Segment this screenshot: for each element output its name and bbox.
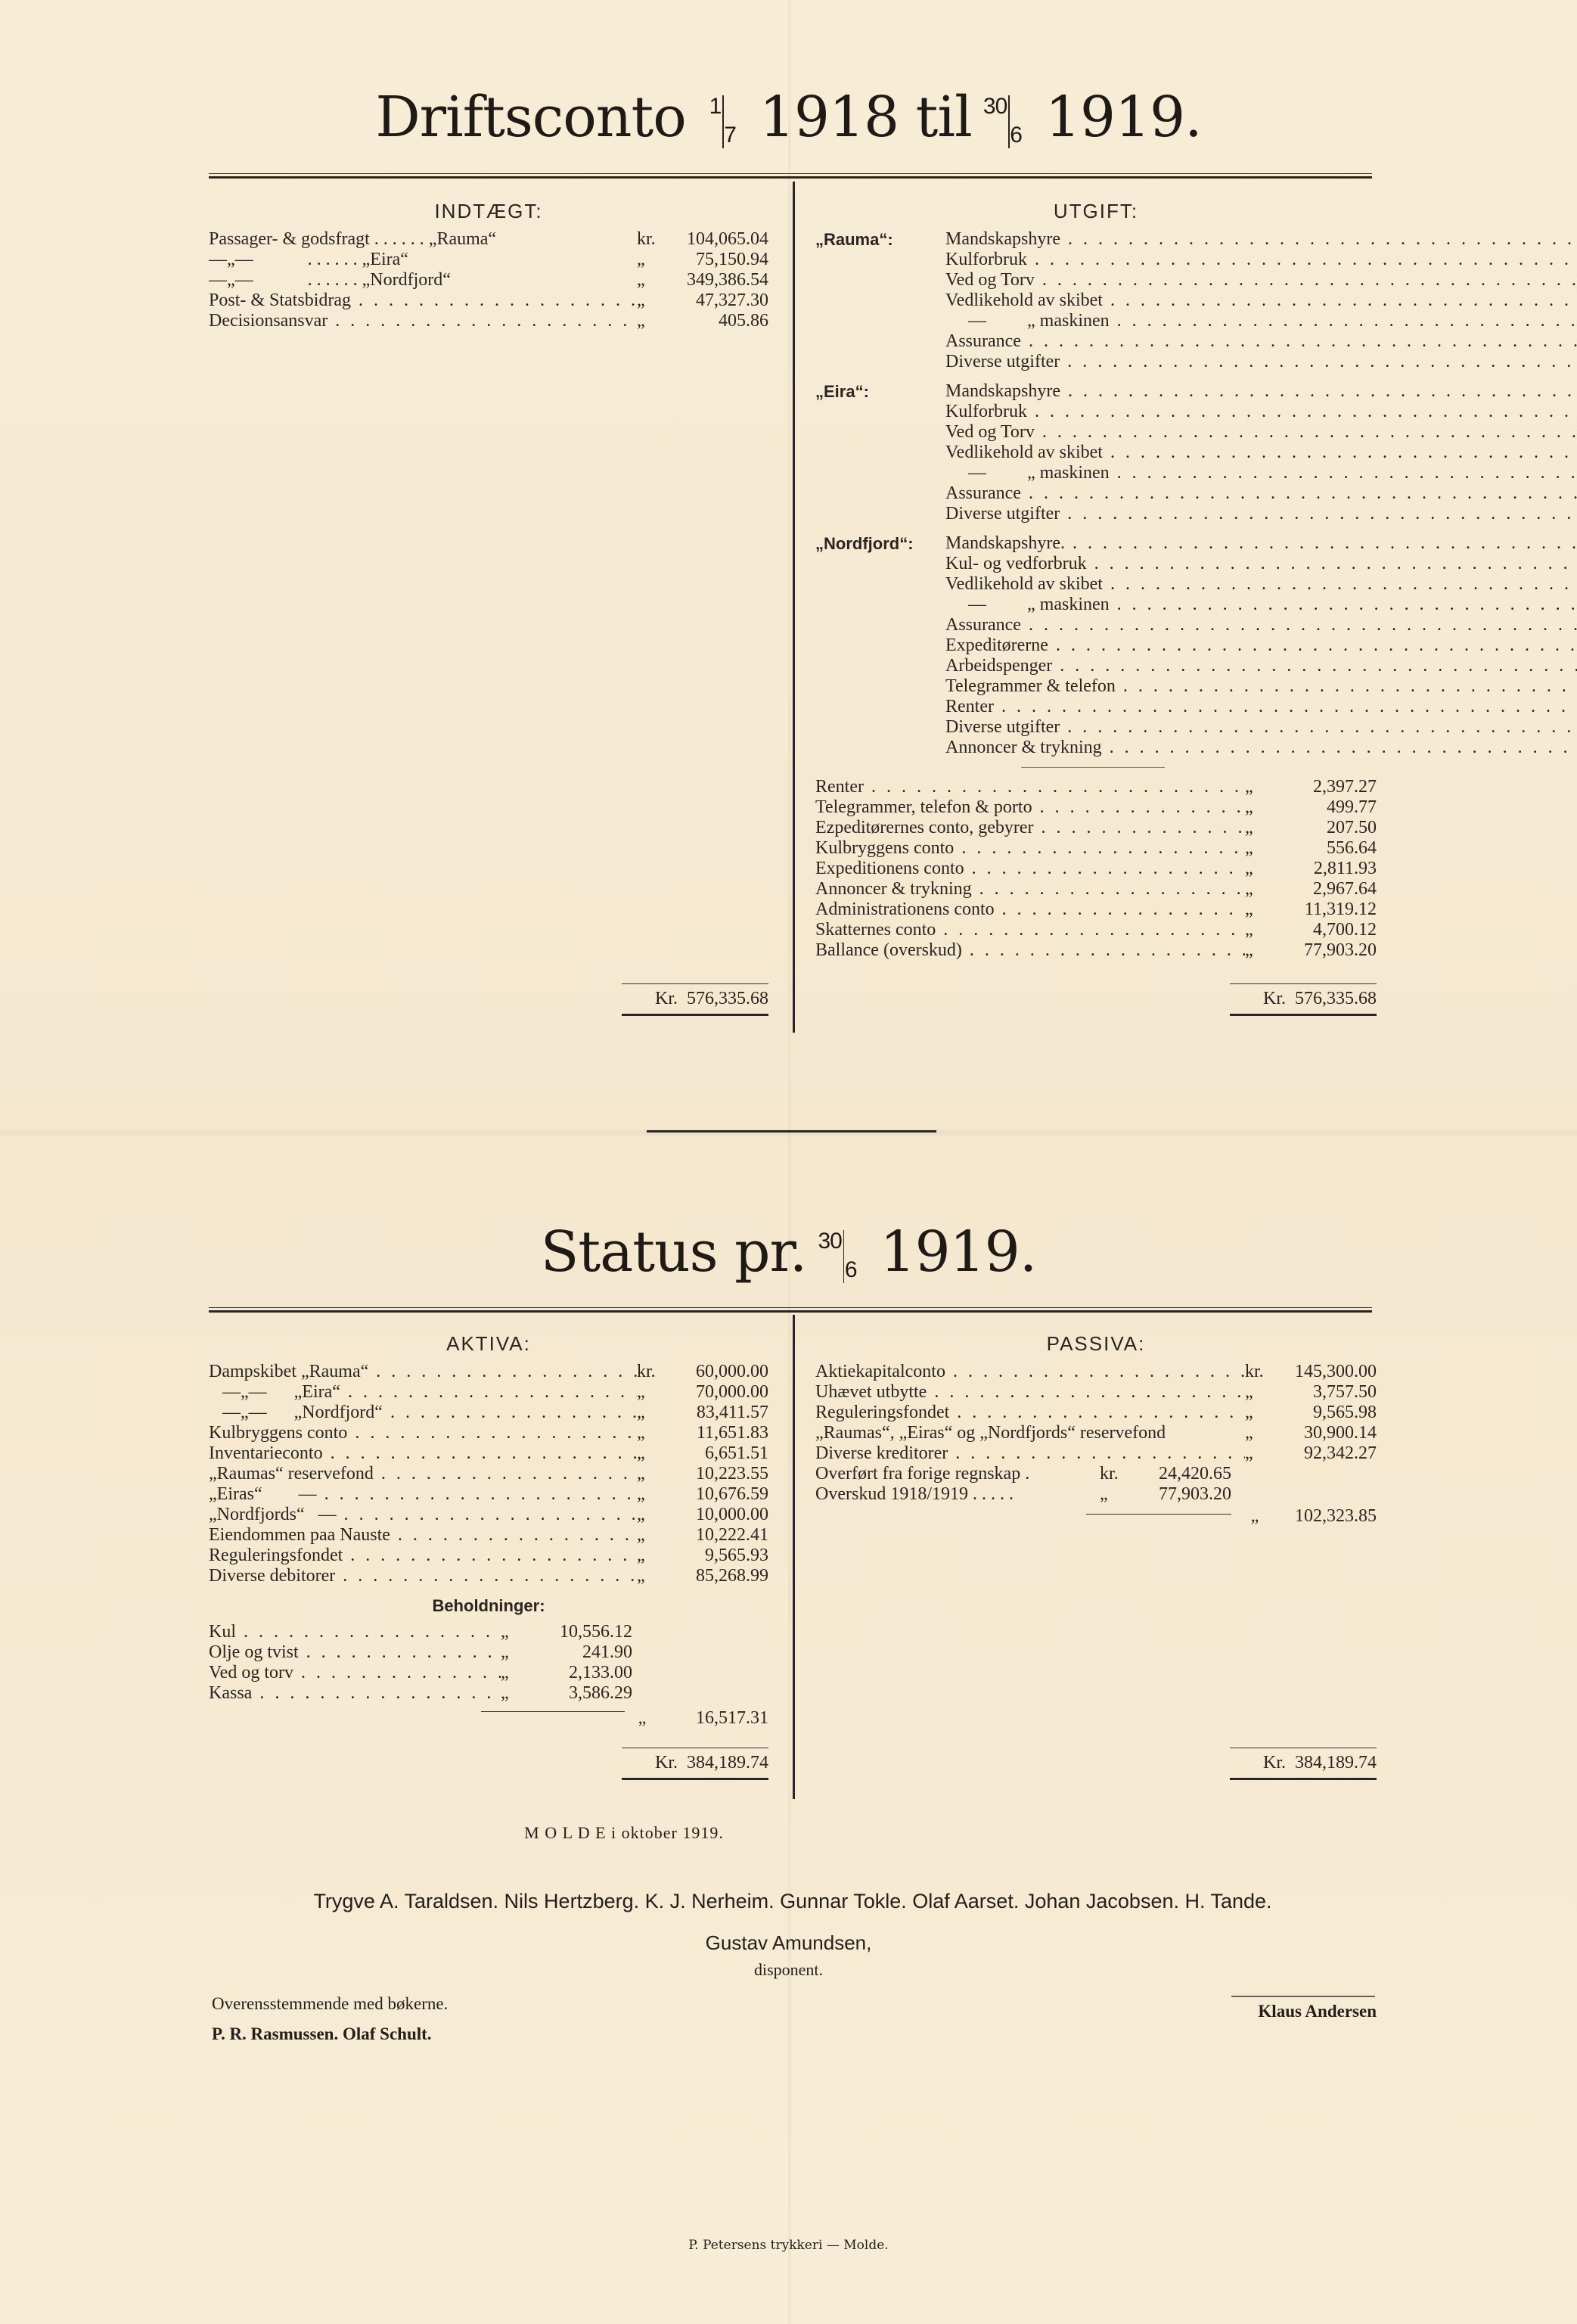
row-label: —„— . . . . . . „Nordfjord“: [209, 270, 451, 290]
utgift-groups: [815, 229, 1377, 758]
auditor-signatures: P. R. Rasmussen. Olaf Schult.: [212, 2024, 432, 2043]
currency-mark: „: [1245, 1443, 1253, 1463]
date-fraction: 30 6: [818, 1228, 857, 1282]
column-divider: [793, 1315, 795, 1799]
ledger-row: [945, 533, 1577, 554]
currency-mark: „: [501, 1663, 509, 1682]
ledger-row: [815, 1423, 1377, 1443]
row-amount: 6,651.51: [705, 1443, 768, 1463]
ledger-row: [209, 1423, 768, 1443]
row-amount: 2,397.27: [1313, 777, 1377, 797]
signature-rule: [1231, 1996, 1375, 1997]
ledger-row: [945, 352, 1577, 372]
row-label: Mandskapshyre. . . .: [945, 533, 1577, 553]
row-label: Assurance . . .: [945, 483, 1577, 503]
row-label: Overskud 1918/1919 . . . . .: [815, 1484, 1014, 1504]
currency-mark: „: [637, 1484, 645, 1504]
row-amount: 47,327.30: [696, 290, 768, 310]
currency-mark: „: [637, 1546, 645, 1565]
utgift-heading: UTGIFT:: [1053, 200, 1139, 222]
ledger-row: [209, 1683, 632, 1704]
row-amount: 77,903.20: [1304, 940, 1377, 960]
row-amount: 11,319.12: [1304, 899, 1377, 919]
row-amount: 2,967.64: [1313, 879, 1377, 899]
ledger-row: [209, 1622, 632, 1642]
indtaegt-heading: INDTÆGT:: [434, 200, 543, 222]
section-separator-rule: [647, 1130, 936, 1132]
row-label: Arbeidspenger . . .: [945, 656, 1577, 676]
status-year: 1919.: [880, 1219, 1037, 1285]
row-amount: 207.50: [1327, 818, 1377, 837]
ledger-row: [209, 1382, 768, 1403]
indtaegt-section: [209, 201, 768, 331]
row-label: Kul . . .: [209, 1622, 501, 1642]
double-rule: [622, 1014, 768, 1016]
currency-mark: „: [501, 1642, 509, 1662]
row-amount: 30,900.14: [1304, 1423, 1377, 1443]
row-label: Mandskapshyre . . .: [945, 229, 1577, 249]
ledger-row: [945, 615, 1577, 635]
date-fraction-from: 1 7: [709, 93, 736, 148]
currency-mark: „: [637, 1423, 645, 1443]
total-label: Kr.: [655, 989, 678, 1008]
ledger-row: [209, 270, 768, 290]
row-amount: 3,757.50: [1313, 1382, 1377, 1402]
ledger-row: [945, 635, 1577, 656]
row-label: Diverse debitorer . . .: [209, 1566, 637, 1586]
passiva-total: 384,189.74: [1295, 1753, 1377, 1773]
ledger-row: [815, 838, 1377, 859]
row-amount: 145,300.00: [1295, 1362, 1377, 1381]
from-year: 1918: [759, 85, 899, 150]
row-amount: 556.64: [1327, 838, 1377, 858]
ledger-row: [945, 697, 1577, 717]
row-label: Kulbryggens conto . . .: [209, 1423, 637, 1443]
row-amount: 77,903.20: [1159, 1484, 1231, 1504]
row-label: Decisionsansvar . . .: [209, 311, 637, 331]
row-label: „Eiras“ — . . .: [209, 1484, 637, 1504]
ledger-row: [815, 1484, 1231, 1505]
row-label: Annoncer & trykning . . .: [815, 879, 1245, 899]
row-amount: 83,411.57: [696, 1403, 768, 1422]
utgift-total: 576,335.68: [1295, 989, 1377, 1008]
ledger-row: [945, 331, 1577, 352]
til-word: til: [915, 85, 972, 150]
row-label: Diverse utgifter . . .: [945, 717, 1577, 737]
ledger-row: [815, 1443, 1377, 1464]
ledger-row: [209, 250, 768, 270]
ship-name: „Eira“:: [815, 382, 869, 401]
ledger-row: [945, 717, 1577, 738]
row-label: Reguleringsfondet . . .: [815, 1403, 1245, 1422]
ledger-row: [945, 676, 1577, 697]
row-label: Administrationens conto . . .: [815, 899, 1245, 919]
aktiva-heading: AKTIVA:: [446, 1332, 531, 1355]
ledger-row: [945, 574, 1577, 595]
currency-mark: „: [637, 1505, 645, 1524]
sum-rule: [481, 1711, 625, 1712]
row-label: Renter . . .: [815, 777, 1245, 797]
utgift-general-rows: [815, 777, 1377, 961]
currency-mark: „: [1245, 1423, 1253, 1443]
director-name: Gustav Amundsen,: [705, 1931, 872, 1954]
currency-mark: kr.: [1100, 1464, 1119, 1484]
ledger-row: [815, 899, 1377, 920]
passiva-subtotal: 102,323.85: [1295, 1506, 1377, 1526]
currency-mark: „: [1245, 797, 1253, 817]
row-amount: 10,000.00: [696, 1505, 768, 1524]
row-label: Expeditørerne . . .: [945, 635, 1577, 655]
sum-rule: [1086, 1514, 1231, 1515]
ship-expense-group: [815, 381, 1377, 524]
row-label: Assurance . . .: [945, 331, 1577, 351]
ledger-row: [209, 1443, 768, 1464]
row-label: „Nordfjords“ — . . .: [209, 1505, 637, 1524]
row-label: Telegrammer, telefon & porto . . .: [815, 797, 1245, 817]
row-amount: 10,222.41: [696, 1525, 768, 1545]
row-label: Aktiekapitalconto . . .: [815, 1362, 1245, 1381]
ledger-row: [945, 422, 1577, 443]
utgift-section: [815, 201, 1377, 961]
ship-expense-group: [815, 229, 1377, 372]
to-year: 1919.: [1045, 85, 1202, 150]
row-label: Vedlikehold av skibet . . .: [945, 574, 1577, 594]
ledger-row: [209, 311, 768, 331]
row-label: Kassa . . .: [209, 1683, 501, 1703]
row-amount: 2,133.00: [569, 1663, 632, 1682]
beholdninger-heading: Beholdninger:: [432, 1596, 545, 1615]
ledger-row: [945, 463, 1577, 483]
ledger-row: [815, 940, 1377, 961]
row-label: — „ maskinen . . .: [945, 311, 1577, 331]
row-label: Ezpeditørernes conto, gebyrer . . .: [815, 818, 1245, 837]
currency-mark: „: [637, 1566, 645, 1586]
ledger-row: [209, 1464, 768, 1484]
currency-mark: „: [1245, 818, 1253, 837]
currency-mark: „: [637, 250, 645, 269]
row-label: Ved og torv . . .: [209, 1663, 501, 1682]
row-label: Dampskibet „Rauma“ . . .: [209, 1362, 637, 1381]
driftsconto-title: [0, 85, 1577, 150]
utgift-total-block: [1230, 983, 1377, 1016]
row-label: Uhævet utbytte . . .: [815, 1382, 1245, 1402]
row-amount: 10,556.12: [560, 1622, 632, 1642]
passiva-sub-rows: [815, 1464, 1231, 1505]
row-label: Inventarieconto . . .: [209, 1443, 637, 1463]
row-amount: 75,150.94: [696, 250, 768, 269]
ledger-row: [815, 859, 1377, 879]
double-rule: [1230, 1778, 1377, 1780]
ledger-row: [945, 443, 1577, 463]
currency-mark: „: [1100, 1484, 1108, 1504]
beholdninger-rows: [209, 1622, 632, 1704]
aktiva-total: 384,189.74: [687, 1753, 768, 1773]
aktiva-section: AKTIVA: Dampskibet „Rauma“ . . . kr. 60,000.00 —„— „Eira“ . . . „ 70,000.00 —„— „Nordfjord“ . . . „ 83,411.57 Kulbryggens conto . . . „ 11,651.83 Inventarieconto . . . „ 6,651.51 „Raumas“ reservefond . . . „ 10,223.55 „Eiras“ — . . . „ 10,676.59 „Nordfjords“ — . . . „ 10,000.00 Eiendommen paa Nauste . . . „ 10,222.41 Reguleringsfondet . . . „ 9,565.93 Diverse debitorer . . . „ 85,268.99 Beholdninger: Kul . . . „ 10,556.12 Olje og tvist . . . „ 241.90 Ved og torv . . . „ 2,133.00 Kassa . . . „ 3,586.29 „ 16,517.31: [209, 1334, 768, 1729]
row-amount: 9,565.98: [1313, 1403, 1377, 1422]
currency-mark: „: [1245, 1382, 1253, 1402]
ledger-row: [209, 1525, 768, 1546]
row-amount: 499.77: [1327, 797, 1377, 817]
right-signer: Klaus Andersen: [1258, 2002, 1377, 2021]
row-label: Assurance . . .: [945, 615, 1577, 635]
row-label: Renter . . .: [945, 697, 1577, 716]
ship-name: „Nordfjord“:: [815, 534, 914, 553]
ledger-row: [209, 1362, 768, 1382]
row-amount: 11,651.83: [696, 1423, 768, 1443]
currency-mark: „: [1245, 899, 1253, 919]
row-label: Expeditionens conto . . .: [815, 859, 1245, 878]
ledger-row: [945, 738, 1577, 758]
ledger-row: [209, 290, 768, 311]
ledger-row: [945, 311, 1577, 331]
currency-mark: „: [637, 1403, 645, 1422]
passiva-section: PASSIVA: Aktiekapitalconto . . . kr. 145,300.00 Uhævet utbytte . . . „ 3,757.50 Reguleringsfondet . . . „ 9,565.98 „Raumas“, „Eiras“ og „Nordfjords“ reservefond „ 30,900.14 Diverse kreditorer . . . „ 92,342.27 Overført fra forige regnskap . kr. 24,420.65 Overskud 1918/1919 . . . . . „ 77,903.20 „ 102,323.85: [815, 1334, 1377, 1530]
ledger-row: [209, 1403, 768, 1423]
row-label: Annoncer & trykning . . .: [945, 738, 1577, 757]
currency-mark: kr.: [637, 1362, 656, 1381]
ledger-row: [945, 229, 1577, 250]
currency-mark: „: [1245, 838, 1253, 858]
row-amount: 10,676.59: [696, 1484, 768, 1504]
row-amount: 241.90: [582, 1642, 632, 1662]
row-label: Telegrammer & telefon . . .: [945, 676, 1577, 696]
ledger-row: [815, 1362, 1377, 1382]
row-amount: 9,565.93: [705, 1546, 768, 1565]
row-label: Kul- og vedforbruk . . .: [945, 554, 1577, 573]
row-label: Post- & Statsbidrag . . .: [209, 290, 637, 310]
row-amount: 10,223.55: [696, 1464, 768, 1484]
currency-mark: „: [637, 311, 645, 331]
ledger-row: [209, 1566, 768, 1586]
row-amount: 92,342.27: [1304, 1443, 1377, 1463]
currency-mark: „: [637, 270, 645, 290]
currency-mark: „: [1245, 879, 1253, 899]
ledger-row: [209, 1663, 632, 1683]
currency-mark: „: [1245, 1403, 1253, 1422]
row-label: Diverse utgifter . . .: [945, 352, 1577, 371]
director-title: disponent.: [753, 1960, 824, 1979]
currency-mark: „: [637, 290, 645, 310]
row-amount: 104,065.04: [687, 229, 768, 249]
date-fraction-to: 30 6: [983, 93, 1022, 148]
audit-note: Overensstemmende med bøkerne.: [212, 1994, 449, 2013]
column-divider: [793, 182, 795, 1033]
currency-mark: „: [1245, 920, 1253, 940]
row-label: Vedlikehold av skibet . . .: [945, 443, 1577, 462]
currency-mark: „: [637, 1443, 645, 1463]
currency-mark: „: [637, 1382, 645, 1402]
row-label: Vedlikehold av skibet . . .: [945, 290, 1577, 310]
currency-mark: „: [501, 1683, 509, 1703]
ledger-row: [945, 504, 1577, 524]
row-label: Mandskapshyre . . .: [945, 381, 1577, 401]
printer-credit: P. Petersens trykkeri — Molde.: [688, 2238, 889, 2253]
row-label: Skatternes conto . . .: [815, 920, 1245, 940]
ledger-row: [815, 818, 1377, 838]
ledger-row: [815, 797, 1377, 818]
ledger-row: [945, 554, 1577, 574]
indtaegt-total: 576,335.68: [687, 989, 768, 1008]
title-rule: [209, 173, 1372, 179]
ledger-row: [209, 1642, 632, 1663]
ledger-row: [815, 879, 1377, 899]
row-label: Passager- & godsfragt . . . . . . „Rauma“: [209, 229, 497, 249]
currency-mark: „: [637, 1525, 645, 1545]
row-label: Diverse kreditorer . . .: [815, 1443, 1245, 1463]
total-label: Kr.: [1263, 989, 1286, 1008]
row-label: Ved og Torv . . .: [945, 270, 1577, 290]
double-rule: [622, 1778, 768, 1780]
indtaegt-total-block: [622, 983, 768, 1016]
row-label: —„— . . . . . . „Eira“: [209, 250, 408, 269]
indtaegt-rows: [209, 229, 768, 331]
row-amount: 85,268.99: [696, 1566, 768, 1586]
sum-rule: [1230, 983, 1377, 984]
row-label: Olje og tvist . . .: [209, 1642, 501, 1662]
row-label: „Raumas“ reservefond . . .: [209, 1464, 637, 1484]
total-label: Kr.: [1263, 1753, 1286, 1773]
row-label: Kulforbruk . . .: [945, 402, 1577, 421]
row-label: —„— „Eira“ . . .: [209, 1382, 637, 1402]
status-title: [0, 1219, 1577, 1285]
row-label: Overført fra forige regnskap .: [815, 1464, 1030, 1484]
row-label: „Raumas“, „Eiras“ og „Nordfjords“ reservefond: [815, 1423, 1166, 1443]
ledger-row: [209, 229, 768, 250]
row-label: — „ maskinen . . .: [945, 463, 1577, 483]
row-label: Kulbryggens conto . . .: [815, 838, 1245, 858]
passiva-rows: [815, 1362, 1377, 1464]
ledger-row: [815, 1403, 1377, 1423]
ledger-row: [209, 1484, 768, 1505]
currency-mark: „: [1245, 777, 1253, 797]
row-amount: 70,000.00: [696, 1382, 768, 1402]
row-label: Ved og Torv . . .: [945, 422, 1577, 442]
passiva-total-block: [1230, 1748, 1377, 1780]
row-amount: 349,386.54: [687, 270, 768, 290]
ledger-row: [815, 920, 1377, 940]
row-label: Reguleringsfondet . . .: [209, 1546, 637, 1565]
aktiva-rows: [209, 1362, 768, 1586]
place-date: M O L D E i oktober 1919.: [524, 1823, 724, 1842]
row-label: —„— „Nordfjord“ . . .: [209, 1403, 637, 1422]
ledger-row: [945, 402, 1577, 422]
group-separator: [1021, 767, 1165, 768]
ledger-row: [815, 777, 1377, 797]
row-amount: 3,586.29: [569, 1683, 632, 1703]
row-label: Kulforbruk . . .: [945, 250, 1577, 269]
ledger-row: [815, 1382, 1377, 1403]
currency-mark: kr.: [1245, 1362, 1264, 1381]
aktiva-total-block: [622, 1748, 768, 1780]
row-amount: 2,811.93: [1313, 859, 1377, 878]
row-amount: 60,000.00: [696, 1362, 768, 1381]
beholdninger-subtotal: 16,517.31: [696, 1708, 768, 1728]
ledger-row: [209, 1505, 768, 1525]
row-amount: 24,420.65: [1159, 1464, 1231, 1484]
ship-name: „Rauma“:: [815, 230, 893, 249]
ledger-row: [945, 270, 1577, 290]
ledger-row: [945, 250, 1577, 270]
ship-expense-group: [815, 533, 1377, 758]
row-label: Ballance (overskud) . . .: [815, 940, 1245, 960]
currency-mark: kr.: [637, 229, 656, 249]
ledger-row: [945, 656, 1577, 676]
ledger-row: [945, 381, 1577, 402]
ledger-row: [945, 483, 1577, 504]
sum-rule: [622, 983, 768, 984]
double-rule: [1230, 1014, 1377, 1016]
row-label: Eiendommen paa Nauste . . .: [209, 1525, 637, 1545]
currency-mark: „: [637, 1464, 645, 1484]
passiva-heading: PASSIVA:: [1046, 1332, 1146, 1355]
row-amount: 405.86: [719, 311, 768, 331]
total-label: Kr.: [655, 1753, 678, 1773]
row-label: — „ maskinen . . .: [945, 595, 1577, 614]
ledger-row: [945, 290, 1577, 311]
currency-mark: „: [501, 1622, 509, 1642]
status-rule: [209, 1307, 1372, 1313]
ledger-row: [209, 1546, 768, 1566]
title-word: Status pr.: [540, 1219, 807, 1285]
row-amount: 4,700.12: [1313, 920, 1377, 940]
title-word: Driftsconto: [375, 85, 686, 150]
currency-mark: „: [1245, 859, 1253, 878]
board-signatures: Trygve A. Taraldsen. Nils Hertzberg. K. J. Nerheim. Gunnar Tokle. Olaf Aarset. Johan Jacobsen. H. Tande.: [313, 1890, 1272, 1912]
ledger-row: [945, 595, 1577, 615]
row-label: Diverse utgifter . . .: [945, 504, 1577, 524]
currency-mark: „: [1245, 940, 1253, 960]
ledger-row: [815, 1464, 1231, 1484]
